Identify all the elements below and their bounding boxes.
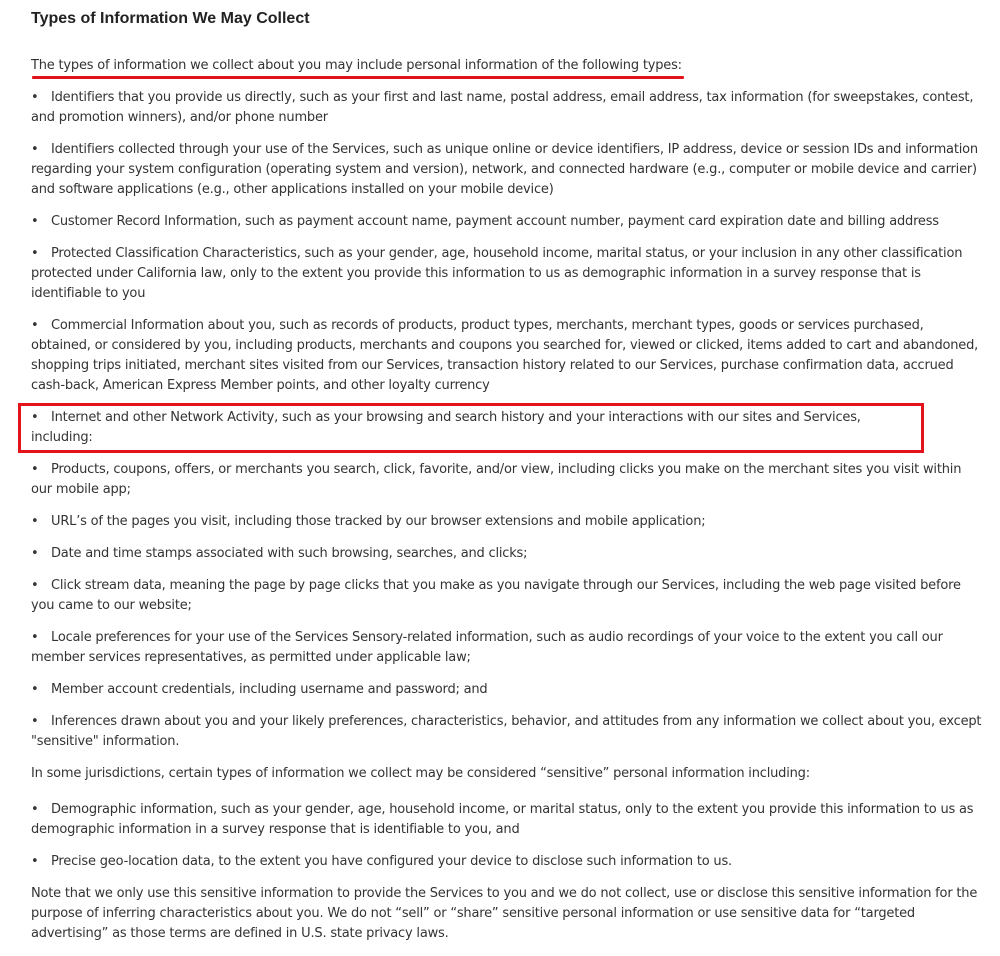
- section-heading: Types of Information We May Collect: [31, 10, 310, 27]
- list-item: • Protected Classification Characteristics, such as your gender, age, household income, marital status, or your inclusion in any other classification protected under California law, only to the extent you provide this information to us as demographic information in a survey response that is identifiable to you: [31, 246, 963, 301]
- list-item: • Member account credentials, including username and password; and: [31, 680, 983, 700]
- bullet-icon: •: [31, 214, 39, 229]
- bullet-icon: •: [31, 318, 39, 333]
- list-item: • Click stream data, meaning the page by page clicks that you make as you navigate through our Services, including the web page visited before you came to our website;: [31, 578, 961, 613]
- list-item: • Date and time stamps associated with such browsing, searches, and clicks;: [31, 544, 983, 564]
- bullet-icon: •: [31, 630, 39, 645]
- red-underline-annotation: [32, 76, 684, 79]
- list-item-highlighted-network-activity: • Internet and other Network Activity, such as your browsing and search history and your interactions with our sites and Services, including:: [21, 406, 921, 450]
- bullet-icon: •: [31, 246, 39, 261]
- bullet-icon: •: [31, 802, 39, 817]
- bullet-icon: •: [31, 546, 39, 561]
- bullet-icon: •: [31, 714, 39, 729]
- list-item: • Products, coupons, offers, or merchants you search, click, favorite, and/or view, including clicks you make on the merchant sites you visit within our mobile app;: [31, 462, 962, 497]
- bullet-icon: •: [31, 578, 39, 593]
- list-item: • Commercial Information about you, such as records of products, product types, merchants, merchant types, goods or services purchased, obtained, or considered by you, including products, merchants and coupons you searched for, viewed or clicked, items added to cart and abandoned, shopping trips initiated, merchant sites visited from our Services, transaction history related to our Services, purchase confirmation data, accrued cash-back, American Express Member points, and other loyalty currency: [31, 318, 979, 393]
- information-types-list: [31, 88, 983, 752]
- sensitive-intro-text: In some jurisdictions, certain types of information we collect may be considered “sensitive” personal information including:: [31, 766, 810, 781]
- list-item: • Precise geo-location data, to the extent you have configured your device to disclose such information to us.: [31, 852, 983, 872]
- bullet-icon: •: [31, 854, 39, 869]
- intro-label: The types of information we collect about you may include personal information of the following types:: [31, 58, 682, 73]
- privacy-section: [31, 8, 983, 956]
- list-item: • Customer Record Information, such as payment account name, payment account number, payment card expiration date and billing address: [31, 212, 983, 232]
- sensitive-information-list: [31, 800, 983, 872]
- sensitive-use-note: Note that we only use this sensitive information to provide the Services to you and we do not collect, use or disclose this sensitive information for the purpose of inferring characteristics about you. We do not “sell” or “share” sensitive personal information or use sensitive data for “targeted advertising” as those terms are defined in U.S. state privacy laws.: [31, 886, 978, 941]
- list-item: • Identifiers that you provide us directly, such as your first and last name, postal address, email address, tax information (for sweepstakes, contest, and promotion winners), and/or phone number: [31, 90, 974, 125]
- bullet-icon: •: [31, 142, 39, 157]
- list-item: • Demographic information, such as your gender, age, household income, or marital status, only to the extent you provide this information to us as demographic information in a survey response that is identifiable to you, and: [31, 802, 974, 837]
- bullet-icon: •: [31, 514, 39, 529]
- list-item: • Inferences drawn about you and your likely preferences, characteristics, behavior, and attitudes from any information we collect about you, except "sensitive" information.: [31, 714, 982, 749]
- bullet-icon: •: [31, 682, 39, 697]
- intro-text: [31, 56, 682, 76]
- list-item: • Identifiers collected through your use of the Services, such as unique online or device identifiers, IP address, device or session IDs and information regarding your system configuration (operating system and version), network, and connected hardware (e.g., computer or mobile device and carrier) and software applications (e.g., other applications installed on your mobile device): [31, 142, 978, 197]
- list-item: • URL’s of the pages you visit, including those tracked by our browser extensions and mobile application;: [31, 512, 983, 532]
- bullet-icon: •: [31, 462, 39, 477]
- bullet-icon: •: [31, 90, 39, 105]
- list-item: • Locale preferences for your use of the Services Sensory-related information, such as audio recordings of your voice to the extent you call our member services representatives, as permitted under applicable law;: [31, 630, 943, 665]
- bullet-icon: •: [31, 410, 39, 425]
